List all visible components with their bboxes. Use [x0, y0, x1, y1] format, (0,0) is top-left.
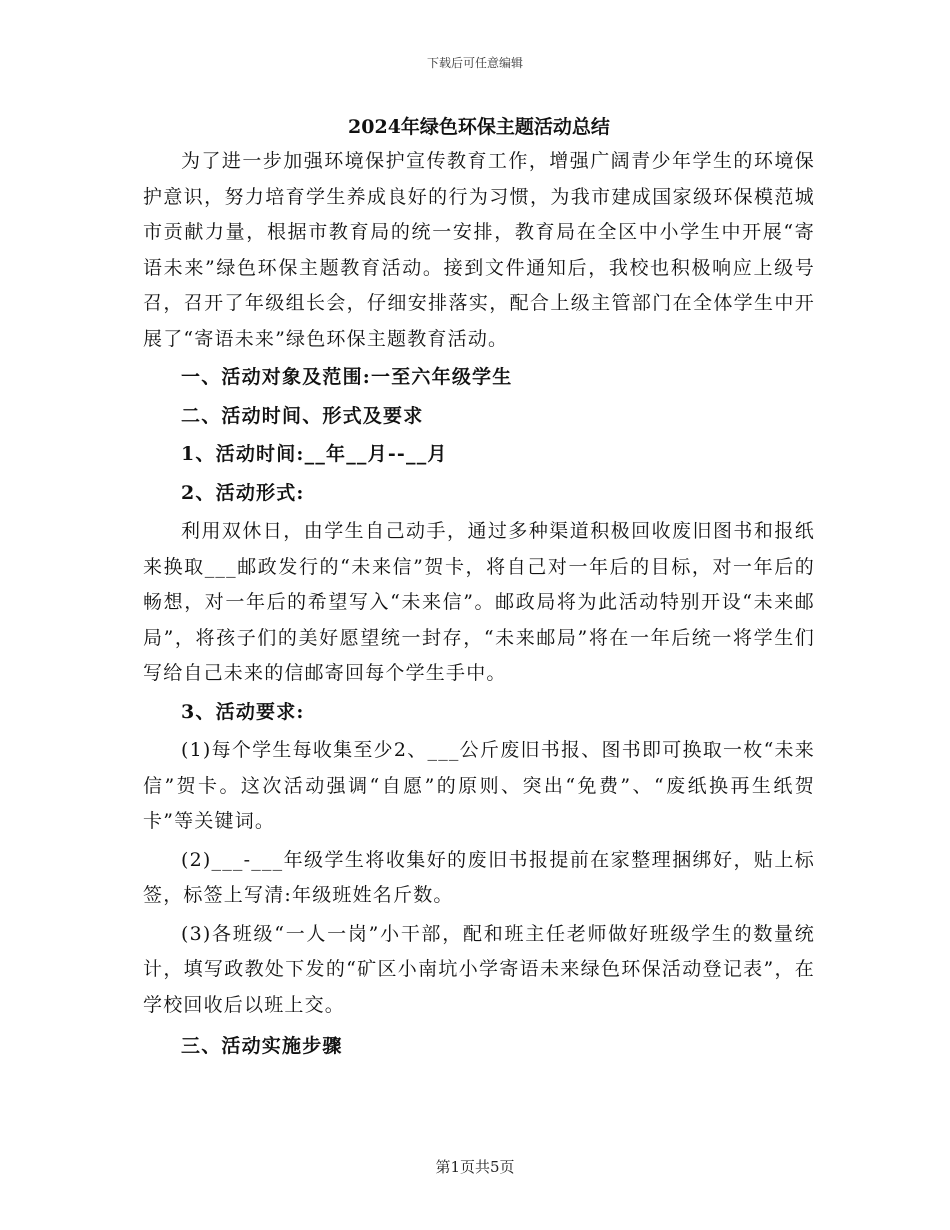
requirement-2: (2)___-___年级学生将收集好的废旧书报提前在家整理捆绑好，贴上标签，标签上写清:年级班姓名斤数。: [143, 848, 815, 906]
section-heading-1: 一、活动对象及范围:一至六年级学生: [181, 366, 513, 388]
document-body: [143, 112, 815, 1068]
item-activity-form: 2、活动形式:: [181, 481, 305, 504]
activity-form-paragraph: 利用双休日，由学生自己动手，通过多种渠道积极回收废旧图书和报纸来换取___邮政发行的“未来信”贺卡，将自己对一年后的目标，对一年后的畅想，对一年后的希望写入“未来信”。邮政局将为此活动特别开设“未来邮局”，将孩子们的美好愿望统一封存，“未来邮局”将在一年后统一将学生们写给自己未来的信邮寄回每个学生手中。: [143, 520, 815, 684]
section-heading-2: 二、活动时间、形式及要求: [181, 404, 424, 427]
page-number: 第1页共5页: [435, 1158, 515, 1176]
document-title: 2024年绿色环保主题活动总结: [348, 116, 610, 138]
intro-paragraph: 为了进一步加强环境保护宣传教育工作，增强广阔青少年学生的环境保护意识，努力培育学生养成良好的行为习惯，为我市建成国家级环保模范城市贡献力量，根据市教育局的统一安排，教育局在全区中小学生中开展“寄语未来”绿色环保主题教育活动。接到文件通知后，我校也积极响应上级号召，召开了年级组长会，仔细安排落实，配合上级主管部门在全体学生中开展了“寄语未来”绿色环保主题教育活动。: [143, 150, 815, 350]
section-heading-3: 三、活动实施步骤: [181, 1035, 343, 1057]
item-activity-requirements: 3、活动要求:: [181, 700, 305, 723]
page-header-note: 下载后可任意编辑: [426, 56, 523, 70]
requirement-3: (3)各班级“一人一岗”小干部，配和班主任老师做好班级学生的数量统计，填写政教处下发的“矿区小南坑小学寄语未来绿色环保活动登记表”，在学校回收后以班上交。: [143, 922, 815, 1016]
item-activity-time: 1、活动时间:__年__月--__月: [181, 443, 448, 465]
requirement-1: (1)每个学生每收集至少2、___公斤废旧书报、图书即可换取一枚“未来信”贺卡。这次活动强调“自愿”的原则、突出“免费”、“废纸换再生纸贺卡”等关键词。: [143, 739, 815, 832]
